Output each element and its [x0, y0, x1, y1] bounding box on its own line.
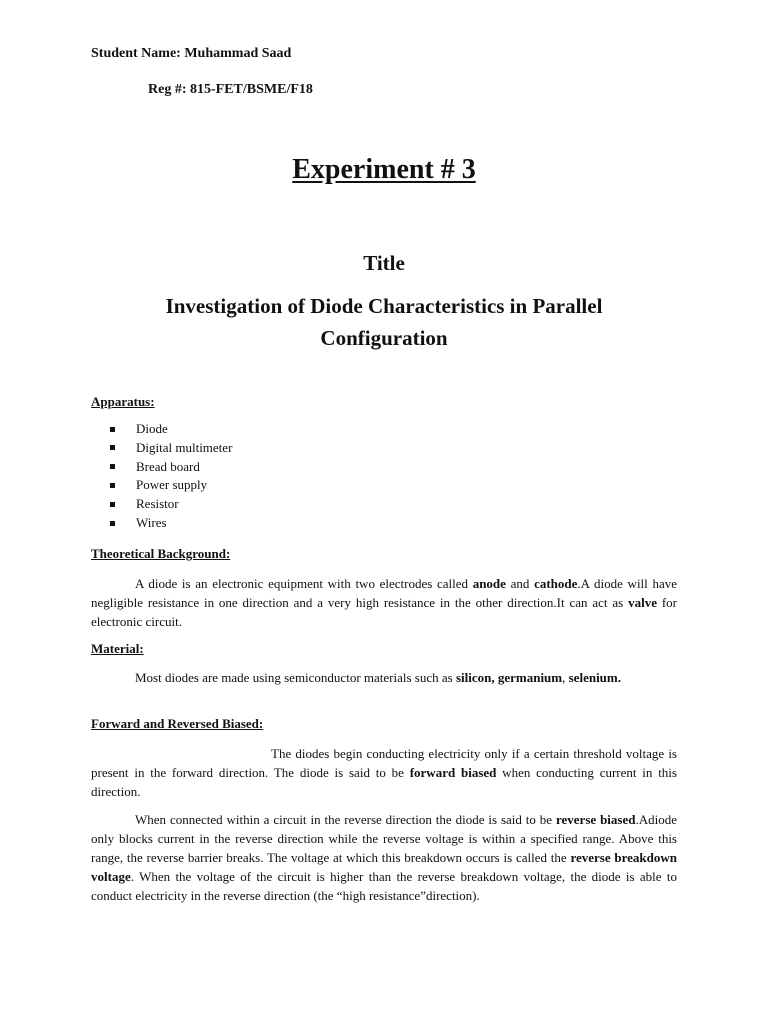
title-label: Title: [363, 251, 405, 275]
reverse-bias-paragraph: [91, 810, 677, 905]
registration-number: Reg #: 815-FET/BSME/F18: [148, 82, 313, 97]
bullet-square-icon: [110, 464, 115, 469]
apparatus-list: [110, 420, 232, 533]
list-item-label: Bread board: [136, 458, 200, 474]
main-title: Investigation of Diode Characteristics in Parallel Configuration: [165, 294, 603, 350]
list-item-label: Resistor: [136, 496, 179, 512]
experiment-title: Experiment # 3: [292, 154, 476, 185]
material-heading: Material:: [91, 641, 144, 656]
term-reverse-breakdown-voltage: reverse breakdown voltage: [91, 850, 678, 884]
term-anode: anode: [472, 576, 506, 591]
list-item: [110, 439, 232, 458]
bullet-square-icon: [110, 445, 115, 450]
material-paragraph: [91, 668, 677, 687]
theory-text: .A diode will have negligible resistance in one direction and a very high resistance in the other direction.It can act as: [91, 576, 677, 610]
bullet-square-icon: [110, 502, 115, 507]
bias-text: The diodes begin conducting electricity only if a certain threshold voltage is present in the forward direction. The diode is said to be: [91, 746, 677, 780]
bias-text: . When the voltage of the circuit is higher than the reverse breakdown voltage, the diode is able to conduct electricity in the reverse direction (the “high resistance”direction).: [91, 869, 677, 903]
list-item: [110, 420, 232, 439]
theory-paragraph: [91, 574, 677, 631]
list-item-label: Digital multimeter: [136, 439, 233, 455]
term-selenium: selenium.: [568, 670, 621, 685]
theory-text: for electronic circuit.: [91, 595, 677, 629]
term-valve: valve: [628, 595, 657, 610]
apparatus-heading: Apparatus:: [91, 394, 155, 409]
bias-heading: Forward and Reversed Biased:: [91, 716, 264, 731]
material-text: ,: [562, 670, 569, 685]
list-item-label: Wires: [136, 514, 167, 530]
list-item-label: Diode: [136, 421, 168, 436]
term-forward-biased: forward biased: [409, 765, 497, 780]
bias-text: .Adiode only blocks current in the reverse direction while the reverse voltage is within a specified range. Above this range, the reverse barrier breaks. The voltage at which this breakdown occurs is called the: [91, 812, 677, 865]
list-item: [110, 458, 232, 477]
theory-text: and: [505, 576, 535, 591]
list-item: [110, 514, 232, 533]
term-reverse-biased: reverse biased: [555, 812, 636, 827]
bias-text: when conducting current in this direction.: [91, 765, 677, 799]
list-item: [110, 476, 232, 495]
bullet-square-icon: [110, 483, 115, 488]
material-text: Most diodes are made using semiconductor materials such as: [135, 670, 456, 685]
bullet-square-icon: [110, 521, 115, 526]
theory-text: A diode is an electronic equipment with two electrodes called: [135, 576, 473, 591]
theory-heading: Theoretical Background:: [91, 546, 231, 561]
forward-bias-paragraph: [91, 744, 677, 801]
term-cathode: cathode: [534, 576, 578, 591]
list-item: [110, 495, 232, 514]
bullet-square-icon: [110, 427, 115, 432]
list-item-label: Power supply: [136, 477, 208, 493]
student-name: Student Name: Muhammad Saad: [91, 46, 292, 61]
bias-text: When connected within a circuit in the reverse direction the diode is said to be: [135, 812, 556, 827]
term-silicon-germanium: silicon, germanium: [455, 670, 563, 685]
